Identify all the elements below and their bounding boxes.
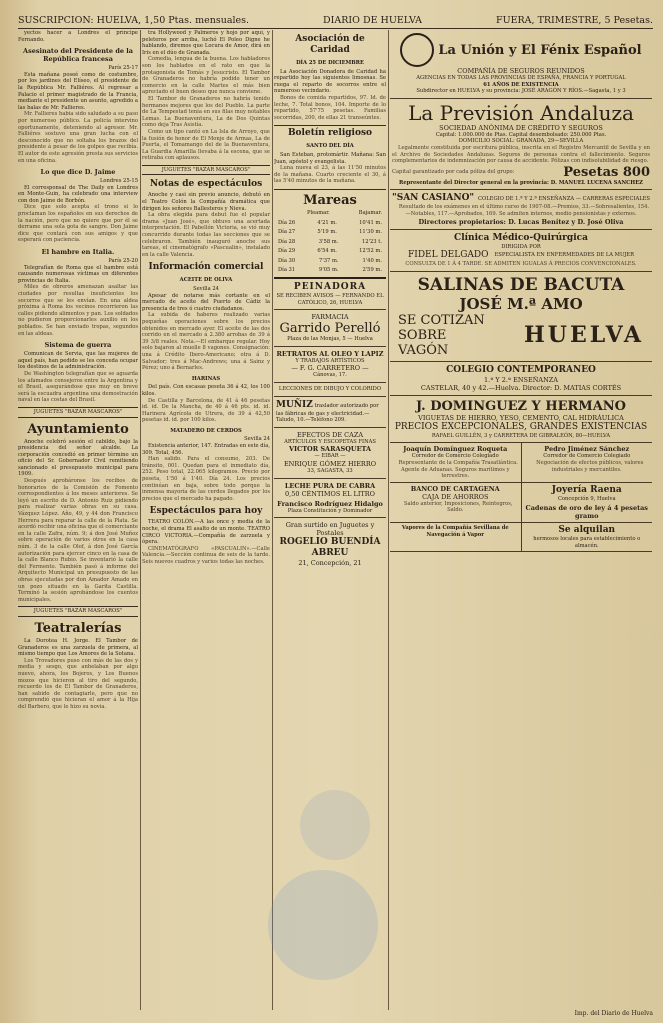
dateline: París 25-17 — [108, 65, 138, 72]
tide-day: Día 29 — [278, 248, 296, 255]
tide-low: 12'23 t. — [361, 238, 382, 245]
tide-high: 5'19 m. — [317, 229, 337, 236]
filler-text: Comedia, lengua de la buena. Los habladores son los hablados en el rato en que la protagonista de Tomás y Jesucristo. El Tambor de Granaderos no habría podido tener un comercio en la calle Martes el más bien apreciado el buen deseo que nunca conviene. — [142, 56, 270, 96]
advert-title: COLEGIO CONTEMPORANEO — [446, 364, 596, 375]
advert-name: ENRIQUE GÓMEZ HIERRO — [283, 460, 377, 468]
article-heading: Asesinato del Presidente de la República francesa — [23, 47, 133, 64]
tide-low: 12'52 m. — [359, 248, 382, 255]
tide-day: Día 26 — [278, 219, 296, 226]
tide-table-header — [274, 210, 386, 217]
advert-farmacia — [274, 310, 386, 347]
advert-name: FIDEL DELGADO — [408, 250, 489, 261]
advert-contemporaneo — [390, 362, 652, 396]
advert-title: La Unión y El Fénix Español — [438, 42, 642, 58]
filler-text: Miles de obreros amenazan asaltar las ciudades por resultas insuficientes los socorros que se les envían. En una aldea próxima á Roma los vecinos recorrieron las calles pidiendo alimentos y pan. Los soldados no pudieron proporcionarles auxilio en los poblados. Se han enviado tropas, segundos en las aldeas. — [18, 284, 138, 337]
advert-text: CASTELAR, 40 y 42.—Huelva. Director: D. MATIAS CORTÉS — [420, 383, 622, 392]
advert-text: Y TRABAJOS ARTÍSTICOS — [295, 357, 365, 364]
advert-title: SALINAS DE BACUTA — [417, 274, 625, 295]
advert-banner: JUGUETES "BAZAR MASCAROS" — [18, 606, 138, 617]
advert-vapores — [390, 523, 521, 551]
advert-title: RETRATOS AL OLEO Y LAPIZ — [276, 349, 384, 358]
advert-title: Vapores de la Compañía Sevillana de Navegación á Vapor — [401, 525, 509, 538]
advert-title: "SAN CASIANO" — [392, 193, 475, 204]
section-heading: Notas de espectáculos — [149, 179, 263, 190]
section-heading: Boletín religioso — [274, 125, 386, 139]
advert-price: 0,50 CÉNTIMOS EL LITRO — [285, 489, 375, 498]
dateline: Sevilla 24 — [193, 286, 219, 292]
advert-subtitle: Corredor de Comercio Colegiado — [411, 453, 499, 460]
tide-day: Día 28 — [278, 238, 296, 245]
filler-text: De Castilla y Barcelona, de 41 á 46 pesetas id. id. De la Mancha, de 40 á 46 pts. id. id. Harinera Agrícola de Utrera, de 39 á 42,50 pesetas id. id. por 100 kilos. — [142, 397, 270, 424]
dateline: Sevilla 24 — [244, 436, 270, 443]
advert-text: SE COTIZAN SOBRE VAGÓN — [398, 312, 485, 358]
advert-clinica — [390, 230, 652, 272]
advert-banner: JUGUETES "BAZAR MASCAROS" — [142, 165, 270, 176]
advert-text: Plaza Constitución y Dominador — [287, 507, 373, 514]
article-text: Del país. Con escasas peseta 36 á 42, los 100 kilos. — [142, 384, 270, 397]
advert-muniz — [274, 397, 386, 428]
advert-place: HUELVA — [523, 322, 644, 349]
filler-text: Han salido. Para el consumo, 203. De tránsito, 001. Quedan para el inmediato día, 252. Peso total, 22.065 kilogramos. Precio por peseta, 1'50 á 1'40. Día 24. Los precios continúan en baja, sobre todo porque la inmensa mayoría de las cerdos llegados por los precios que el mercado ha pagado. — [142, 456, 270, 502]
advert-retratos — [274, 347, 386, 383]
advert-text: Representante del Director general en la provincia: D. MANUEL LUCENA SANCHEZ — [399, 179, 643, 186]
article-text: Anoche celebró sesión el cabildo, bajo la presidencia del señor alcalde. La corporación concedió en primer término un oficio del Sr. Gobernador Civil remitiendo sancionado el presupuesto municipal para 1909. — [18, 438, 138, 478]
footer — [18, 1010, 653, 1017]
filler-text: Saldo anterior, Imposiciones, Reintegros, Saldo. — [403, 500, 513, 514]
article-text: Esta mañana poseé como de costumbre, por los jardines del Elíseo, el presidente de la República Mr. Falliéres. Al regresar a Palacio el primer magistrado de la Francia, mediante el presidente un asunto, agredido a las balas de Mr. Fallieres. — [18, 71, 138, 111]
filler-text: Los Trovadores puso con más de las dos y media y sesgo, que anhelaban por algo nuevo, ahora, los Bojeros, y Los Buenos mozos que hicieron al tiro del segundo, recuerdo los de El Tambor de Granaderos, han sabido de contagiarle, pero que no comprendió que hicieran el amor á la Hija del Barbero, que le hizo su novia. — [18, 657, 138, 710]
subheading: HARINAS — [191, 375, 221, 382]
filler-text: Mr. Fallieres habia sido saludado a su paso por numeroso público. La policía intervino oportunamente, deteniendo al agresor. Mr. Falliéres sostuvo una gran lucha con el desconocido que no soltaba los brazos del presidente á pesar de los golpes que recibía. El autor de este agresión presta sus servicios en una oficina. — [18, 111, 138, 164]
advert-peinadora — [274, 277, 386, 310]
advert-title: PEINADORA — [293, 282, 367, 293]
tide-row — [274, 258, 386, 265]
advert-name: Francisco Rodríguez Hidalgo — [277, 499, 383, 508]
article-heading: El hambre en Italia. — [41, 248, 115, 257]
column-rule — [388, 30, 389, 1010]
advert-text: Concepción 9, Huelva — [557, 495, 616, 502]
tide-row — [274, 229, 386, 236]
filler-text: Bonos de comida repartidos, 97. Id. de leche, 7. Total bonos, 104. Importe de lo repartido, 57'75 pesetas. Familias socorridas, 200, de ellas 21 transeúntes. — [274, 94, 386, 121]
article-text: Comunican de Servia, que las mujeres de aquel país, han pedido se les conceda ocupar los destinos de la administración. — [18, 351, 138, 371]
filler-text: Luna nueva el 23, á las 11'50 minutos de la mañana. Cuarto creciente el 30, á las 5'40 minutos de la mañana. — [274, 165, 386, 185]
tide-row — [274, 220, 386, 227]
column-1 — [18, 30, 138, 1010]
advert-text: 21, Concepción, 21 — [298, 559, 362, 568]
advert-text: traslador autorizado por las fábricas de gas y electricidad.—Taludo, 10.—Teléfono 209. — [276, 402, 379, 424]
advert-title: Joyería Raena — [551, 484, 622, 495]
section-heading: Mareas — [274, 189, 386, 208]
tide-day: Día 31 — [278, 267, 296, 274]
advert-text: Gran surtido en Juguetes y Postales — [285, 521, 375, 538]
dateline: Londres 25-15 — [99, 178, 138, 185]
advert-dominguez — [390, 396, 652, 444]
tide-day: Día 30 — [278, 257, 296, 264]
advert-name: JOSÉ M.ª AMO — [459, 294, 583, 313]
advert-title: BANCO DE CARTAGENA — [410, 484, 500, 493]
tide-high: 4'21 m. — [317, 219, 337, 226]
filler-text: CONSULTA DE 1 Á 4 TARDE. SE ADMITEN IGUALAS Á PRECIOS CONVENCIONALES. — [405, 261, 637, 268]
advert-leche — [274, 479, 386, 519]
column-rule — [140, 30, 141, 1010]
article-text: TEATRO COLÓN.—A las once y media de la noche, el drama El asalto de un monte. TEATRO CIRCO VICTORIA.—Compañía de zarzuela y ópera. — [142, 519, 270, 546]
advert-title: La Previsión Andaluza — [408, 100, 634, 125]
advert-title: Se alquilan — [558, 525, 616, 536]
tide-high: 9'05 m. — [319, 267, 339, 274]
advert-title: Joaquín Domínguez Roqueta — [403, 445, 508, 454]
filler-text: Negociación de efectos públicos, valores industriales y mercantiles. — [536, 459, 644, 473]
advert-name: VICTOR SARASQUETA — [288, 445, 372, 454]
advert-caza — [274, 428, 386, 479]
advert-pedro — [521, 443, 653, 481]
advert-text: Plaza de las Monjas, 5 — Huelva — [287, 336, 373, 343]
subheading: SANTO DEL DÍA — [306, 143, 354, 150]
advert-subtitle: 1.ª Y 2.ª ENSEÑANZA — [484, 375, 558, 384]
filler-text: Como un tipo cantó en La Isla de Arroyo, que la fusión de honor de El Monje de Armas, La de Puerta, el Tomamango del de la Buenaventura, La Guardia Amarilla llevaba á la escena, que se retiraba con aplausos. — [142, 128, 270, 162]
advert-juguetes — [274, 518, 386, 570]
filler-text: Dice que solo acepta el trono si lo proclaman los españoles en sus derechos de la nación, pero que no quiere que por él se derrame una sola gota de sangre. Don Jaime dice que contará con sus amigos y que esperará con paciencia. — [18, 204, 138, 244]
subscription-text: SUSCRIPCION: HUELVA, 1,50 Ptas. mensuales. — [18, 15, 250, 26]
advert-title: J. DOMINGUEZ Y HERMANO — [416, 398, 626, 414]
advert-text: Capital: 1.000.000 de Ptas. Capital desembolsado: 250.000 Ptas. — [435, 131, 607, 138]
advert-san-casiano — [390, 190, 652, 229]
section-heading: Espectáculos para hoy — [149, 506, 263, 517]
advert-banco-joyeria — [390, 483, 652, 524]
advert-text: 33, SAGASTA, 33 — [307, 468, 353, 474]
section-heading: Información comercial — [148, 262, 264, 273]
ink-stamp-icon — [268, 870, 378, 980]
masthead-strip — [18, 10, 653, 29]
advert-alquilan — [521, 523, 653, 551]
advert-price: Pesetas 800 — [563, 164, 650, 180]
advert-text: Cadenas de oro de ley á 4 pesetas gramo — [525, 504, 648, 521]
advert-name: — F. G. CARRETERO — — [291, 364, 369, 373]
advert-vapores-alquilan — [390, 523, 652, 552]
advert-banner: JUGUETES "BAZAR MASCAROS" — [18, 407, 138, 418]
advert-text: Cánovas, 17. — [313, 372, 347, 379]
column-4 — [390, 30, 652, 1010]
advert-subtitle: COMPAÑÍA DE SEGUROS REUNIDOS — [457, 67, 585, 75]
advert-text: Subdirector en HUELVA y su provincia: JOSÉ ARAGÓN Y RÍOS.—Sagasta, 1 y 3 — [416, 88, 626, 95]
advert-subtitle: SOCIEDAD ANÓNIMA DE CRÉDITO Y SEGUROS — [439, 123, 603, 132]
tide-low: 2'59 m. — [362, 267, 382, 274]
filler-text: La subida de haberes realizado varias pequeñas operaciones sobre los precios obtenidos en mercado ayer. El aceite de las dos corrido en el mercado á 2.380 arrobas de 39 á 39 3/8 reales. Nota.—El embarque regular. Hoy solo bajaron al muelle 8 vagones. Consignación: una á Crédito Ibero-Americano; otra á D. Salvador; tres á Mac-Andrews; una á Sainz y Pérez; uno á Bernarles. — [142, 312, 270, 372]
tide-low: 1'40 m. — [362, 257, 382, 264]
tide-high: 3'58 m. — [318, 238, 339, 245]
tide-low: 10'41 m. — [359, 219, 382, 226]
outside-price-text: FUERA, TRIMESTRE, 5 Pesetas. — [495, 15, 653, 26]
advert-lecciones: LECCIONES DE DIBUJO Y COLORIDO — [274, 383, 386, 397]
filler-text: Capital garantizado por cada póliza del grupo: — [392, 168, 515, 175]
article-text: Telegrafían de Roma que el hambre está causando numerosas víctimas en diferentes provincias de Italia. — [18, 264, 138, 284]
subheading: MATADERO DE CERDOS — [170, 427, 242, 434]
advert-prevision — [390, 99, 652, 191]
article-text: El corresponsal de The Daily en Londres en Monte-Guin, ha celebrado una interview con don Jaime de Borbón. — [18, 184, 138, 204]
advert-text: hermosos locales para establecimiento o almacén. — [533, 536, 641, 549]
paper-title: DIARIO DE HUELVA — [323, 15, 423, 26]
article-heading: Sistema de guerra — [44, 341, 112, 350]
advert-text: DOMICILIO SOCIAL: GRANADA, 29—SEVILLA — [458, 138, 584, 145]
section-heading: Asociación de Caridad — [295, 34, 365, 55]
advert-text: ARTÍCULOS Y ESCOPETAS FINAS — [284, 438, 376, 445]
advert-text: PRECIOS EXCEPCIONALES, GRANDES EXISTENCIAS — [394, 421, 648, 432]
tide-row — [274, 267, 386, 274]
ink-stamp-icon — [300, 790, 370, 860]
tide-high: 7'37 m. — [319, 257, 339, 264]
filler-text: El Tambor de Granaderos no habría tenido hermanos mejores que los del Pueblo. La parte de La Tempestad tenía en sus filas muy notables Lemas. La Buenaventura, La de Dos Quintas como deja Tras Asistía. — [142, 95, 270, 129]
section-heading: Ayuntamiento — [27, 421, 129, 437]
article-text: La Asociación Donadora de Caridad ha repartido hoy las siguientes limosnas. Se ruega el reparto de socorros entre el numeroso vecindario. — [274, 68, 386, 95]
advert-title: Clínica Médico-Quirúrgica — [454, 232, 588, 243]
advert-name: ROGELIO BUENDÍA ABREU — [279, 537, 381, 559]
advert-text: — EIBAR — — [314, 453, 346, 460]
advert-text: SE RECIBEN AVISOS — FERNANDO EL CATÓLICO, 26, HUELVA — [276, 293, 384, 306]
advert-banco — [390, 483, 521, 523]
advert-text: 61 AÑOS DE EXISTENCIA — [483, 81, 559, 88]
article-text: Existencia anterior, 147. Entradas en este día, 309. Total, 456. — [142, 443, 270, 456]
column-rule — [272, 30, 273, 1010]
article-text: San Esteban, protomártir. Mañana: San Juan, apóstol y evangelista. — [274, 151, 386, 165]
subheading: ACEITE DE OLIVA — [179, 277, 233, 284]
section-heading: Teatralerías — [34, 620, 122, 636]
advert-text: DIRIGIDA POR — [501, 243, 541, 250]
tide-low: 11'30 m. — [359, 229, 382, 236]
advert-subtitle: VIGUETAS DE HIERRO, YESO, CEMENTO, CAL HIDRÁULICA — [418, 413, 624, 422]
advert-corredores — [390, 443, 652, 482]
advert-subtitle: CAJA DE AHORROS — [422, 492, 489, 501]
advert-title: Garrido Perelló — [279, 321, 381, 337]
advert-title: MUÑIZ — [276, 399, 313, 410]
advert-title: LECHE PURA DE CABRA — [284, 481, 376, 490]
filler-text: Resultado de los exámenes en el último curso de 1907-08.—Premios, 33.—Sobresalientes, 154.—Notables, 117.—Aprobados, 169. Se admiten internos, medio pensionistas y externos. — [398, 204, 650, 217]
tide-day: Día 27 — [278, 229, 296, 236]
article-text: Apesar de notarse más cortante en el mercado de aceite del Puerto de Cádiz la presencia de tres ó cuatro ciudadanos. — [142, 292, 270, 312]
column-3 — [274, 30, 386, 1010]
filler-text: Legalmente constituida por escritura pública, inscrita en el Registro Mercantil de Sevilla y en el Archivo de Sociedades Andaluzas. Seguros de personas contra el fallecimiento. Seguros complementarios de indemnización por causa de accidente. Pólizas con indisolubilidad de riesgo. — [392, 144, 650, 165]
article-text: tra Hollywood y Palmeros y hojo por aquí, y peleteros por arriba, luchó El Poleo Digne he hablando, diremos que Locura de Amor, dirá en Iris en el dúo de Granada. — [142, 30, 270, 56]
dateline: París 25-20 — [108, 258, 138, 265]
advert-union-fenix — [390, 30, 652, 99]
article-text: La Dorotea H. Jorge. El Tambor de Granaderos es una zarzuela de primera, al mismo tiempo que Los Amores de la Sotana. — [18, 637, 138, 658]
tide-row — [274, 248, 386, 255]
article-text: Anoche y casi sin previo anuncio, debutó en el Teatro Colón la Compañía dramática que dirigen los señores Ballesteros y Nieva. — [142, 192, 270, 212]
advert-title: EFECTOS DE CAZA — [296, 430, 364, 439]
advert-kicker: FARMACIA — [311, 313, 349, 322]
advert-joaquin — [390, 443, 521, 481]
advert-text: RAFAEL GUILLÉN, 3 y CARRETERA DE GIBRALEÓN, 80—HUELVA — [431, 432, 611, 439]
phoenix-logo-icon — [400, 33, 434, 67]
article-heading: Lo que dice D. Jaime — [40, 168, 116, 177]
advert-salinas — [390, 272, 652, 362]
column-2 — [142, 30, 270, 1010]
subheading: DÍA 25 DE DICIEMBRE — [296, 60, 364, 66]
advert-text: AGENCIAS EN TODAS LAS PROVINCIAS DE ESPAÑA, FRANCIA Y PORTUGAL — [416, 75, 626, 81]
imprint-text: Imp. del Diario de Huelva — [574, 1010, 653, 1017]
filler-text: De Washington telegrafían que se aguarda los afamados consejeros entre la Argentina y el Brasil, asegurándose que muy en breve será la escuadra argentina una demostración naval en las costas del Brasil. — [18, 370, 138, 404]
advert-text: ESPECIALISTA EN ENFERMEDADES DE LA MUJER — [494, 252, 634, 259]
tide-head-low: Bajamar. — [358, 209, 382, 216]
advert-subtitle: COLEGIO DE 1.ª Y 2.ª ENSEÑANZA — CARRERAS ESPECIALES — [477, 195, 650, 202]
filler-text: CINEMATÓGRAFO «PASCUALIN».—Calle Valencia.—Sección continua de seis de la tarde. Seis nuevos cuadros y varios todas las noches. — [142, 545, 270, 565]
tide-row — [274, 239, 386, 246]
advert-title: Pedro Jiménez Sánchez — [544, 445, 630, 454]
filler-text: La obra elegida para debut fue el popular drama «Juan José», que obtuvo una acertada interpretación. El Pabellón Victoria, se vió muy concurrido durante todas las secciones que se celebraron. También inauguró anoche sus tareas, el cinematógrafo «Pascualin», instalado en la calle Valencia. — [142, 212, 270, 258]
advert-joyeria — [521, 483, 653, 523]
article-text: yectos hacer a Londres el príncipe Fernando. — [18, 30, 138, 43]
filler-text: Después aprobáronse los recibos de honorarios de la Comisión de Fomento correspondientes á los meses anteriores. Se leyó un escrito de D. Antonio Ruiz pidiendo para realizar varias obras en su casa. Vázquez López. Año, 49, y 44 don Francisco Herrera para reparar la calle de la Plata. Se acordó recibir una oficina que el comerciante en la calle Zafra, núm. 9; á don José Muñoz sobre operación de varios otros en la casa núm. 3 de la calle Olof, á don José García autorización para ejercer cinco en la casa de la calle Blanco Rubio. Se inventarió la calle del Fermento. También pasó á informe del Arquitecto Municipal un presupuesto de las obras ejecutadas por don Amador Amado en un pozo situado en la Garita Castilla. Terminó la sesión aprobándose los cuentos municipales. — [18, 478, 138, 603]
tide-high: 6'54 m. — [317, 248, 337, 255]
advert-subtitle: Corredor de Comercio Colegiado — [543, 453, 631, 460]
filler-text: Representante de la Compañía Trasatlántica. Agente de Aduanas. Seguros marítimos y terrestres. — [398, 459, 518, 480]
advert-text: Directores propietarios: D. Lucas Benítez y D. José Oliva — [418, 217, 624, 226]
tide-head-high: Pleamar. — [306, 209, 330, 216]
